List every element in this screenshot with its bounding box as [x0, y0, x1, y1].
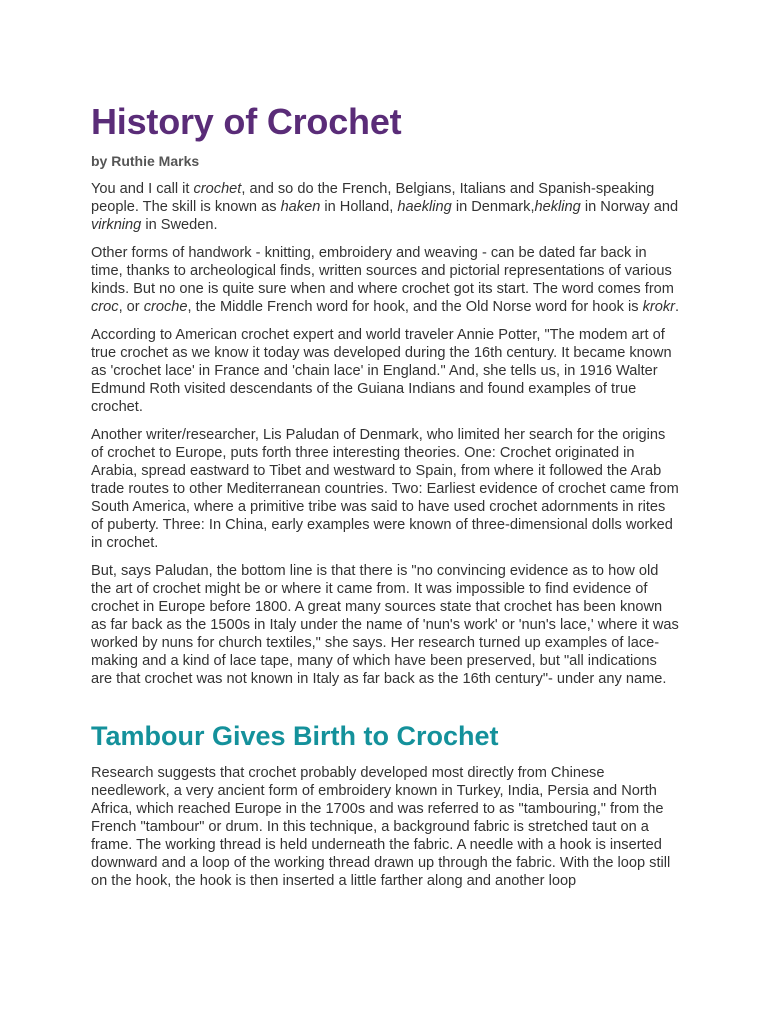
paragraph-crochet-names — [91, 180, 681, 234]
paragraph-paludan-conclusion: But, says Paludan, the bottom line is that there is "no convincing evidence as to how old the art of crochet might be or where it came from. It was impossible to find evidence of crochet in Europe before 1800. A great many sources state that crochet has been known as far back as the 1500s in Italy under the name of 'nun's work' or 'nun's lace,' where it was worked by nuns for church textiles," she says. Her research turned up examples of lace-making and a kind of lace tape, many of which have been preserved, but "all indications are that crochet was not known in Italy as far back as the 16th century"- under any name. — [91, 563, 679, 687]
text-run: , and so do the French, Belgians, Italians and Spanish-speaking people. The skill is known as — [91, 181, 655, 215]
paragraph-tambour: Research suggests that crochet probably developed most directly from Chinese needlework, a very ancient form of embroidery known in Turkey, India, Persia and North Africa, which reached Europe in the 1700s and was referred to as "tambouring," from the French "tambour" or drum. In this technique, a background fabric is stretched taut on a frame. The working thread is held underneath the fabric. A needle with a hook is inserted downward and a loop of the working thread drawn up through the fabric. With the loop still on the hook, the hook is then inserted a little farther along and another loop — [91, 765, 671, 889]
paragraph-annie-potter: According to American crochet expert and world traveler Annie Potter, "The modem art of true crochet as we know it today was developed during the 16th century. It became known as 'crochet lace' in France and 'chain lace' in England." And, she tells us, in 1916 Walter Edmund Roth visited descendants of the Guiana Indians and found examples of true crochet. — [91, 327, 672, 415]
italic-term: krokr — [642, 299, 676, 315]
italic-term: crochet — [193, 181, 242, 197]
article-title: History of Crochet — [91, 101, 402, 142]
text-run: in Holland, — [320, 199, 398, 215]
paragraph-paludan-theories: Another writer/researcher, Lis Paludan of Denmark, who limited her search for the origins of crochet to Europe, puts forth three interesting theories. One: Crochet originated in Arabia, spread eastward to Tibet and westward to Spain, from where it followed the Arab trade routes to other Mediterranean countries. Two: Earliest evidence of crochet came from South America, where a primitive tribe was said to have used crochet adornments in rites of puberty. Three: In China, early examples were known of three-dimensional dolls worked in crochet. — [91, 427, 679, 551]
text-run: , or — [118, 299, 144, 315]
italic-term: virkning — [91, 217, 142, 233]
text-run: . — [675, 299, 680, 315]
text-run: in Sweden. — [141, 217, 218, 233]
article — [91, 100, 681, 890]
italic-term: croc — [91, 299, 119, 315]
text-run: Other forms of handwork - knitting, embroidery and weaving - can be dated far back in time, thanks to archeological finds, written sources and pictorial representations of various kinds. But no one is quite sure when and where crochet got its start. The word comes from — [91, 245, 674, 297]
text-run: You and I call it — [91, 181, 194, 197]
italic-term: haekling — [397, 199, 452, 215]
italic-term: hekling — [534, 199, 581, 215]
text-run: in Denmark, — [451, 199, 535, 215]
italic-term: haken — [280, 199, 321, 215]
section-heading: Tambour Gives Birth to Crochet — [91, 721, 499, 751]
italic-term: croche — [143, 299, 188, 315]
text-run: , the Middle French word for hook, and the Old Norse word for hook is — [187, 299, 643, 315]
text-run: in Norway and — [580, 199, 679, 215]
article-byline: by Ruthie Marks — [91, 153, 200, 169]
paragraph-origins — [91, 244, 681, 316]
